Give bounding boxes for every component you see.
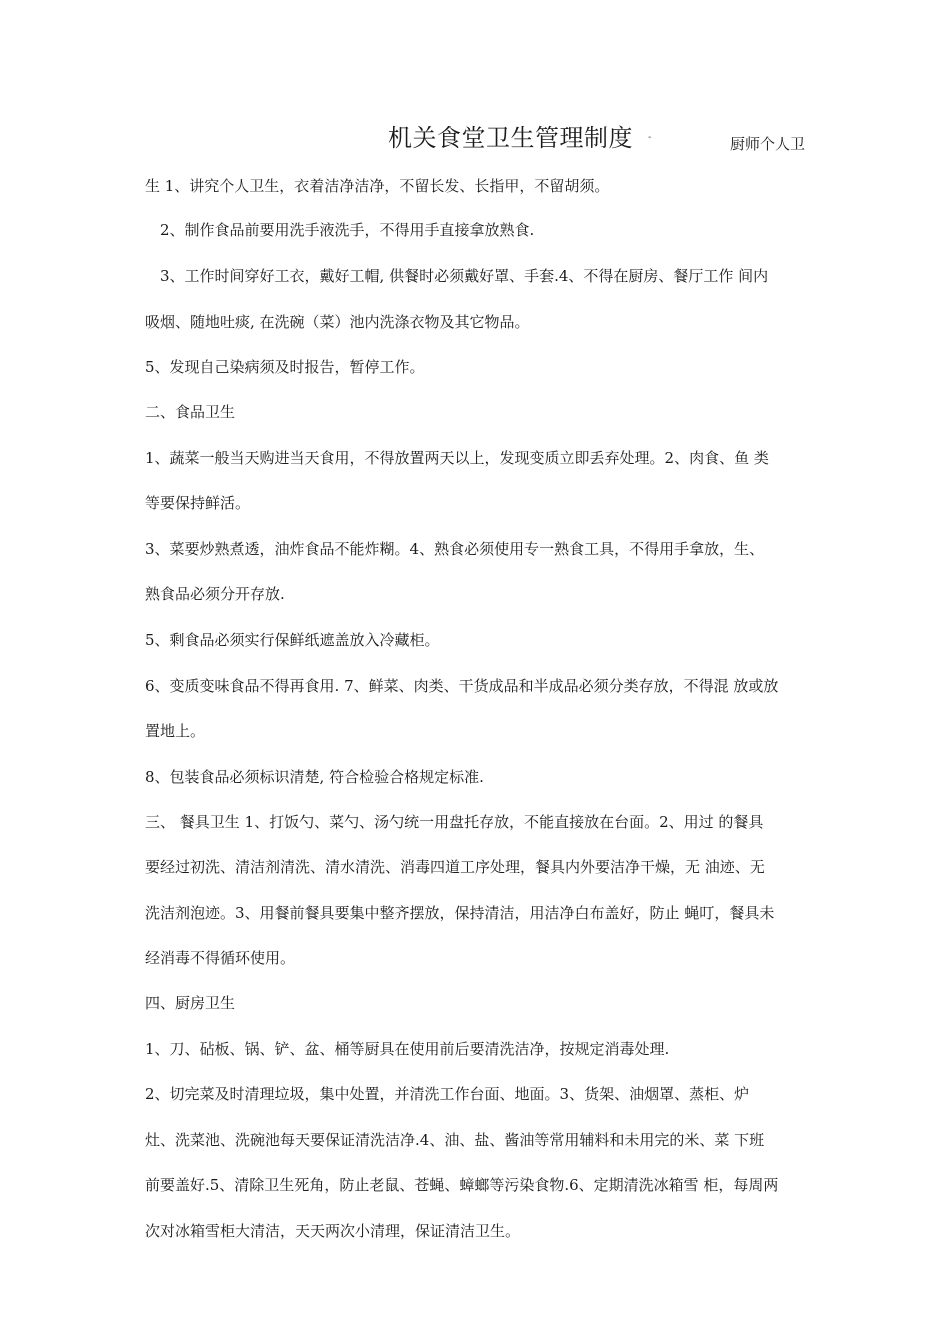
title-mark: - — [648, 132, 652, 143]
text-line: 1、蔬菜一般当天购进当天食用，不得放置两天以上，发现变质立即丢弃处理。2、肉食、鱼 类 — [145, 449, 769, 467]
text-line: 6、变质变味食品不得再食用. 7、鲜菜、肉类、干货成品和半成品必须分类存放，不得混 放或放 — [145, 677, 779, 695]
text-line: 要经过初洗、清洁剂清洗、清水清洗、消毒四道工序处理，餐具内外要洁净干燥，无 油迹、无 — [145, 858, 765, 876]
text-line: 等要保持鲜活。 — [145, 494, 251, 512]
text-line: 1、刀、砧板、锅、铲、盆、桶等厨具在使用前后要清洗洁净，按规定消毒处理. — [145, 1040, 670, 1058]
section-heading: 三、 餐具卫生 1、打饭勺、菜勺、汤勺统一用盘托存放，不能直接放在台面。2、用过 的餐具 — [145, 813, 764, 831]
text-line: 洗洁剂泡迹。3、用餐前餐具要集中整齐摆放，保持清洁，用洁净白布盖好，防止 蝇叮，餐具未 — [145, 904, 775, 922]
text-line: 灶、洗菜池、洗碗池每天要保证清洗洁净.4、油、盐、酱油等常用辅料和未用完的米、菜 下班 — [145, 1131, 765, 1149]
text-line: 5、剩食品必须实行保鲜纸遮盖放入冷藏柜。 — [145, 631, 440, 649]
section-heading: 四、厨房卫生 — [145, 994, 236, 1012]
text-line: 前要盖好.5、清除卫生死角，防止老鼠、苍蝇、蟑螂等污染食物.6、定期清洗冰箱雪 柜，每周两 — [145, 1176, 779, 1194]
text-line: 5、发现自己染病须及时报告，暂停工作。 — [145, 358, 425, 376]
text-line: 吸烟、随地吐痰, 在洗碗（菜）池内洗涤衣物及其它物品。 — [145, 313, 530, 331]
text-line: 8、包装食品必须标识清楚, 符合检验合格规定标准. — [145, 768, 484, 786]
text-line: 熟食品必须分开存放. — [145, 585, 285, 603]
text-line: 置地上。 — [145, 722, 206, 740]
text-line: 3、工作时间穿好工衣，戴好工帽, 供餐时必须戴好罩、手套.4、不得在厨房、餐厅工作 间内 — [160, 267, 769, 285]
text-line: 生 1、讲究个人卫生，衣着洁净洁净，不留长发、长指甲，不留胡须。 — [145, 177, 610, 195]
text-line: 经消毒不得循环使用。 — [145, 949, 296, 967]
text-line: 3、菜要炒熟煮透，油炸食品不能炸糊。4、熟食必须使用专一熟食工具，不得用手拿放，生、 — [145, 540, 765, 558]
document-title: 机关食堂卫生管理制度 — [388, 124, 633, 152]
side-heading: 厨师个人卫 — [730, 135, 806, 153]
section-heading: 二、食品卫生 — [145, 403, 236, 421]
text-line: 2、切完菜及时清理垃圾，集中处置，并清洗工作台面、地面。3、货架、油烟罩、蒸柜、炉 — [145, 1085, 750, 1103]
text-line: 次对冰箱雪柜大清洁，天天两次小清理，保证清洁卫生。 — [145, 1222, 521, 1240]
text-line: 2、制作食品前要用洗手液洗手，不得用手直接拿放熟食. — [160, 221, 535, 239]
